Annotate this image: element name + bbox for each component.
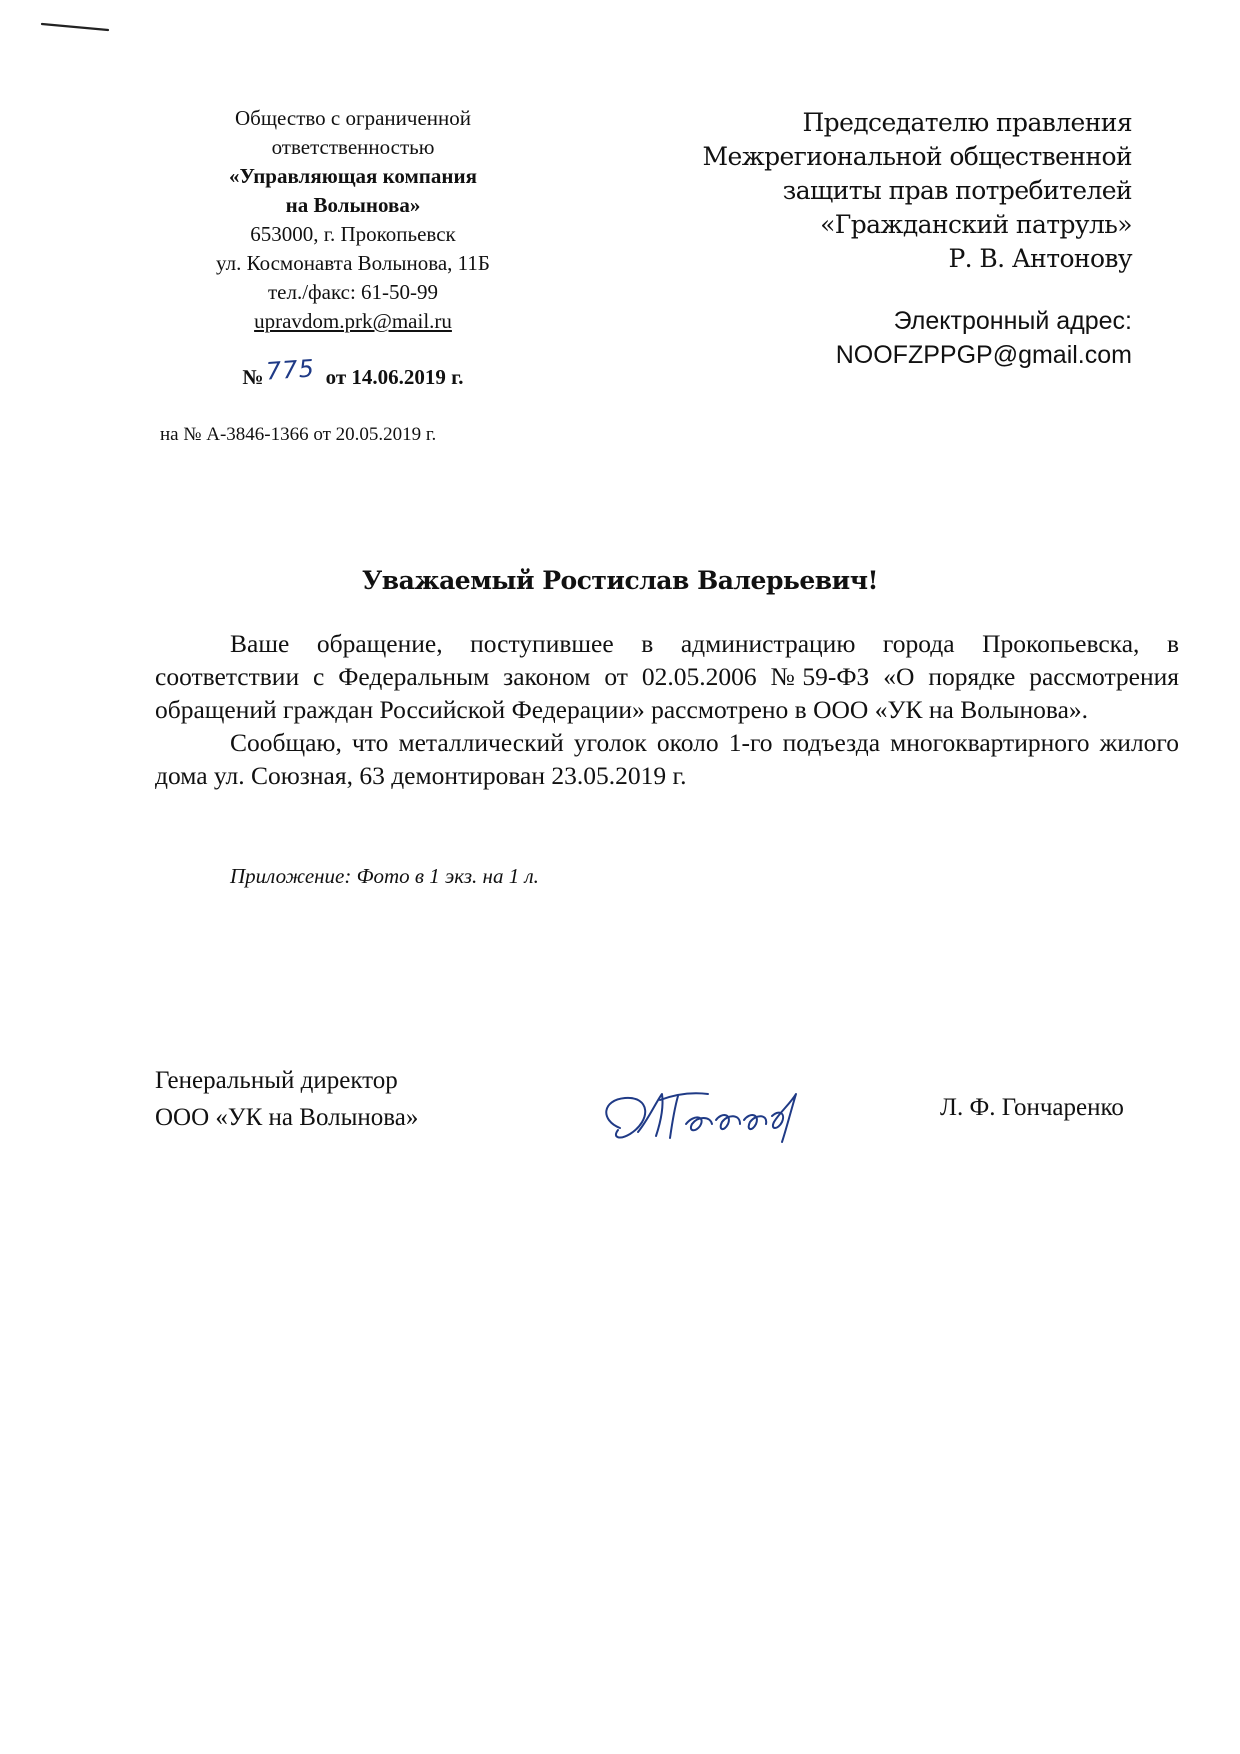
sender-phone: тел./факс: 61-50-99 [267, 280, 439, 304]
sender-name-line1: «Управляющая компания [229, 164, 477, 188]
body-paragraph-2: Сообщаю, что металлический уголок около 1-го подъезда многоквартирного жилого дома ул. Союзная, 63 демонтирован 23.05.2019 г. [155, 728, 1179, 790]
corner-mark [40, 18, 110, 36]
sender-line1: Общество с ограниченной [235, 106, 471, 130]
registration-number-prefix: № [242, 365, 264, 389]
sender-line2: ответственностью [271, 135, 435, 159]
position-line1: Генеральный директор [155, 1067, 398, 1094]
recipient-email-value: NOOFZPPGP@gmail.com [835, 341, 1132, 369]
sender-email-link[interactable]: upravdom.prk@mail.ru [254, 309, 452, 333]
registration-line [148, 354, 558, 390]
greeting: Уважаемый Ростислав Валерьевич! [362, 566, 878, 595]
sender-name-line2: на Волынова» [285, 193, 421, 217]
recipient-line2: Межрегиональной общественной [702, 142, 1132, 171]
reference-line: на № А-3846-1366 от 20.05.2019 г. [160, 424, 437, 445]
recipient-gap [640, 276, 1132, 304]
sender-letterhead [148, 104, 558, 336]
recipient-line3: защиты прав потребителей [782, 176, 1132, 205]
sender-address2: ул. Космонавта Волынова, 11Б [216, 251, 490, 275]
handwritten-signature [590, 1080, 830, 1160]
sender-address1: 653000, г. Прокопьевск [250, 222, 456, 246]
recipient-line1: Председателю правления [802, 108, 1132, 137]
recipient-block [640, 106, 1132, 372]
registration-date: от 14.06.2019 г. [325, 365, 464, 389]
recipient-line4: «Гражданский патруль» [820, 210, 1132, 239]
letter-body [155, 627, 1179, 792]
position-line2: ООО «УК на Волынова» [155, 1104, 419, 1131]
signer-name: Л. Ф. Гончаренко [940, 1094, 1124, 1121]
signatory-position [155, 1062, 418, 1136]
appendix-note: Приложение: Фото в 1 экз. на 1 л. [230, 864, 539, 888]
recipient-email-label: Электронный адрес: [893, 307, 1132, 335]
body-paragraph-1: Ваше обращение, поступившее в администрацию города Прокопьевска, в соответствии с Федеральным законом от 02.05.2006 №59-ФЗ «О порядке рассмотрения обращений граждан Российской Федерации» рассмотрено в ООО «УК на Волынова». [155, 629, 1179, 724]
recipient-line5: Р. В. Антонову [948, 244, 1132, 273]
registration-number-handwritten: 775 [264, 354, 316, 386]
